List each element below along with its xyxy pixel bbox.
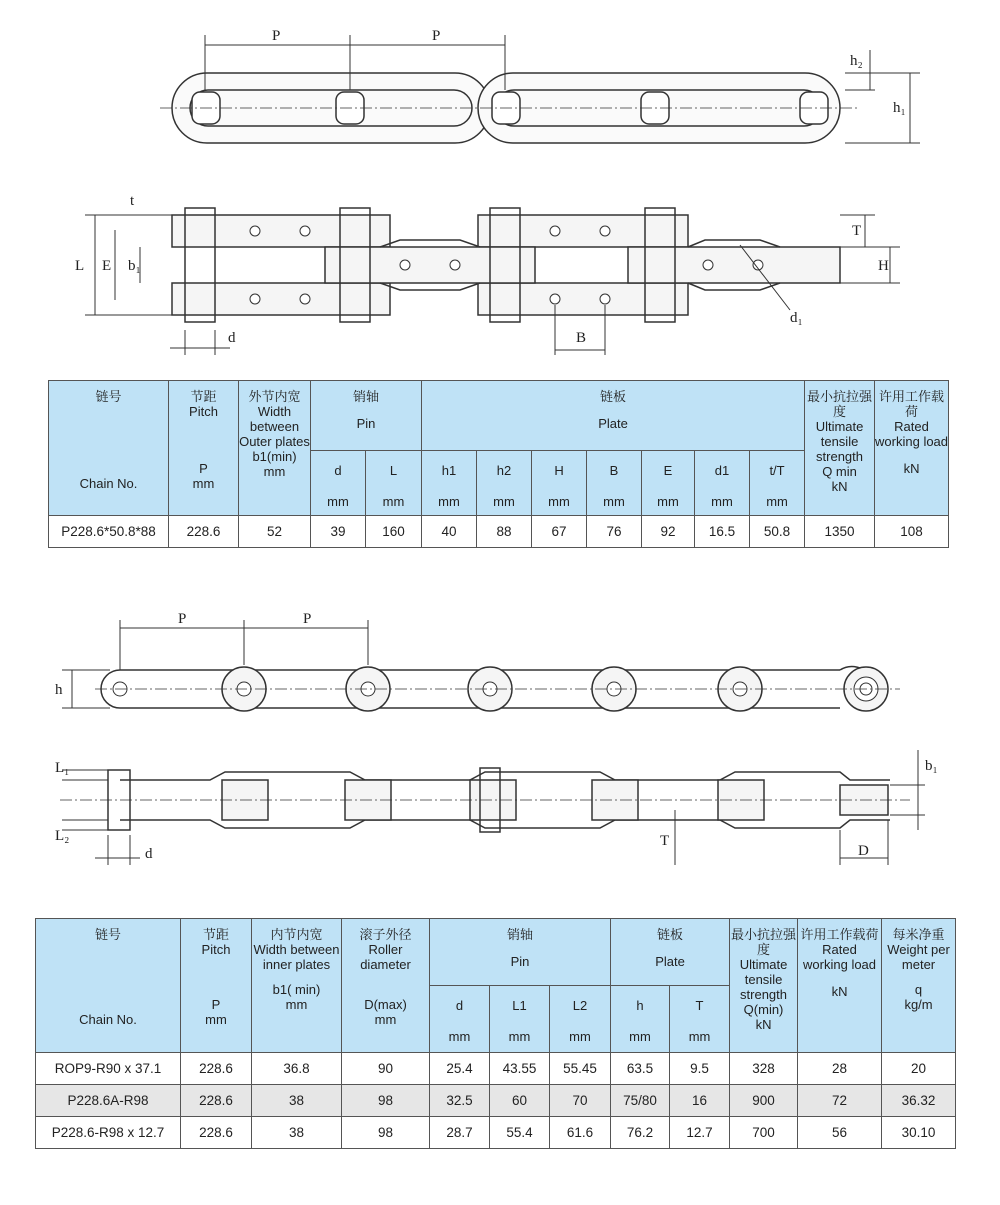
table-cell: 16.5 [695, 516, 750, 548]
dim-label-b: B [576, 330, 587, 346]
chain-top-view-drawing [0, 180, 1000, 360]
header-chain-no: 链号 Chain No. [49, 381, 169, 516]
table-cell: 9.5 [670, 1053, 730, 1085]
subheader-l: L mm [366, 451, 422, 516]
header-chain-no: 链号 Chain No. [36, 919, 181, 1053]
header-rated-load: 许用工作载荷 Rated working load kN [875, 381, 949, 516]
table-cell: 160 [366, 516, 422, 548]
table-cell: 32.5 [430, 1085, 490, 1117]
subheader-l2: L2 mm [550, 986, 611, 1053]
dim-label-p: P [178, 611, 187, 627]
header-width: 外节内宽 Width between Outer plates b1(min) mm [239, 381, 311, 516]
table-cell: 67 [532, 516, 587, 548]
dim-label-p: P [432, 28, 441, 44]
dim-label-e: E [102, 258, 112, 274]
table-cell: 38 [252, 1085, 342, 1117]
table-cell: 98 [342, 1085, 430, 1117]
subheader-l1: L1 mm [490, 986, 550, 1053]
table-cell: 72 [798, 1085, 882, 1117]
header-rated-load: 许用工作载荷 Rated working load kN [798, 919, 882, 1053]
table-cell: 76.2 [611, 1117, 670, 1149]
dim-label-d: d [145, 846, 153, 862]
header-width: 内节内宽 Width between inner plates b1( min) mm [252, 919, 342, 1053]
dim-label-h: h [55, 682, 63, 698]
dim-label-d1: d₁ [790, 310, 803, 326]
table-cell: 52 [239, 516, 311, 548]
table-cell: 40 [422, 516, 477, 548]
table-cell: 56 [798, 1117, 882, 1149]
table-cell: 16 [670, 1085, 730, 1117]
table-cell: P228.6-R98 x 12.7 [36, 1117, 181, 1149]
dim-label-l1: L₁ [55, 760, 70, 776]
table-cell: 30.10 [882, 1117, 956, 1149]
header-pitch: 节距 Pitch P mm [181, 919, 252, 1053]
table-cell: 90 [342, 1053, 430, 1085]
subheader-h: h mm [611, 986, 670, 1053]
dim-label-p: P [303, 611, 312, 627]
table-row [49, 516, 949, 548]
table-cell: 25.4 [430, 1053, 490, 1085]
table-cell: 900 [730, 1085, 798, 1117]
table-row [36, 1053, 956, 1085]
table-cell: 55.45 [550, 1053, 611, 1085]
dim-label-d-roller: D [858, 843, 869, 859]
header-plate: 链板 Plate [422, 381, 805, 451]
subheader-d: d mm [311, 451, 366, 516]
spec-table-1 [48, 380, 949, 548]
table-cell: 228.6 [181, 1053, 252, 1085]
subheader-t-t: t/T mm [750, 451, 805, 516]
header-ultimate-strength: 最小抗拉强度 Ultimate tensile strength Q(min) kN [730, 919, 798, 1053]
table-cell: ROP9-R90 x 37.1 [36, 1053, 181, 1085]
dim-label-h: H [878, 258, 889, 274]
table-cell: 1350 [805, 516, 875, 548]
table-cell: 36.32 [882, 1085, 956, 1117]
table-cell: 328 [730, 1053, 798, 1085]
header-roller-diameter: 滚子外径 Roller diameter D(max) mm [342, 919, 430, 1053]
dim-label-b1: b₁ [925, 758, 938, 774]
subheader-h1: h1 mm [422, 451, 477, 516]
table-cell: 60 [490, 1085, 550, 1117]
header-ultimate-strength: 最小抗拉强度 Ultimate tensile strength Q min kN [805, 381, 875, 516]
table-cell: 12.7 [670, 1117, 730, 1149]
dim-label-d: d [228, 330, 236, 346]
subheader-h: H mm [532, 451, 587, 516]
dim-label-t: T [660, 833, 670, 849]
table-cell: 75/80 [611, 1085, 670, 1117]
table-cell: 228.6 [181, 1085, 252, 1117]
dim-label-l2: L₂ [55, 828, 70, 844]
subheader-b: B mm [587, 451, 642, 516]
dim-label-b1: b₁ [128, 258, 141, 274]
table-cell: 228.6 [169, 516, 239, 548]
dim-label-h2: h₂ [850, 53, 863, 69]
header-weight: 每米净重 Weight per meter q kg/m [882, 919, 956, 1053]
roller-chain-side-view-drawing [0, 600, 1000, 730]
table-cell: 28 [798, 1053, 882, 1085]
table-row [36, 1085, 956, 1117]
table-cell: 92 [642, 516, 695, 548]
table-cell: 39 [311, 516, 366, 548]
table-cell: 108 [875, 516, 949, 548]
dim-label-l: L [75, 258, 85, 274]
subheader-h2: h2 mm [477, 451, 532, 516]
table-cell: 76 [587, 516, 642, 548]
subheader-d1: d1 mm [695, 451, 750, 516]
table-cell: 88 [477, 516, 532, 548]
chain-side-view-drawing [0, 0, 1000, 170]
table-cell: 55.4 [490, 1117, 550, 1149]
spec-table-2 [35, 918, 956, 1149]
table-cell: 63.5 [611, 1053, 670, 1085]
header-plate: 链板 Plate [611, 919, 730, 986]
table-cell: P228.6*50.8*88 [49, 516, 169, 548]
dim-label-h1: h₁ [893, 100, 906, 116]
header-pin: 销轴 Pin [430, 919, 611, 986]
table-cell: 38 [252, 1117, 342, 1149]
dim-label-p: P [272, 28, 281, 44]
dim-label-t: t [130, 193, 135, 209]
header-pitch: 节距 Pitch P mm [169, 381, 239, 516]
table-cell: 228.6 [181, 1117, 252, 1149]
table-cell: 61.6 [550, 1117, 611, 1149]
table-cell: 20 [882, 1053, 956, 1085]
dim-label-t-upper: T [852, 223, 862, 239]
table-cell: 36.8 [252, 1053, 342, 1085]
subheader-d: d mm [430, 986, 490, 1053]
table-cell: 43.55 [490, 1053, 550, 1085]
table-cell: 700 [730, 1117, 798, 1149]
roller-chain-top-view-drawing [0, 740, 1000, 870]
subheader-e: E mm [642, 451, 695, 516]
subheader-t: T mm [670, 986, 730, 1053]
table-cell: P228.6A-R98 [36, 1085, 181, 1117]
table-row [36, 1117, 956, 1149]
table-cell: 50.8 [750, 516, 805, 548]
header-pin: 销轴 Pin [311, 381, 422, 451]
table-cell: 28.7 [430, 1117, 490, 1149]
table-cell: 98 [342, 1117, 430, 1149]
table-cell: 70 [550, 1085, 611, 1117]
